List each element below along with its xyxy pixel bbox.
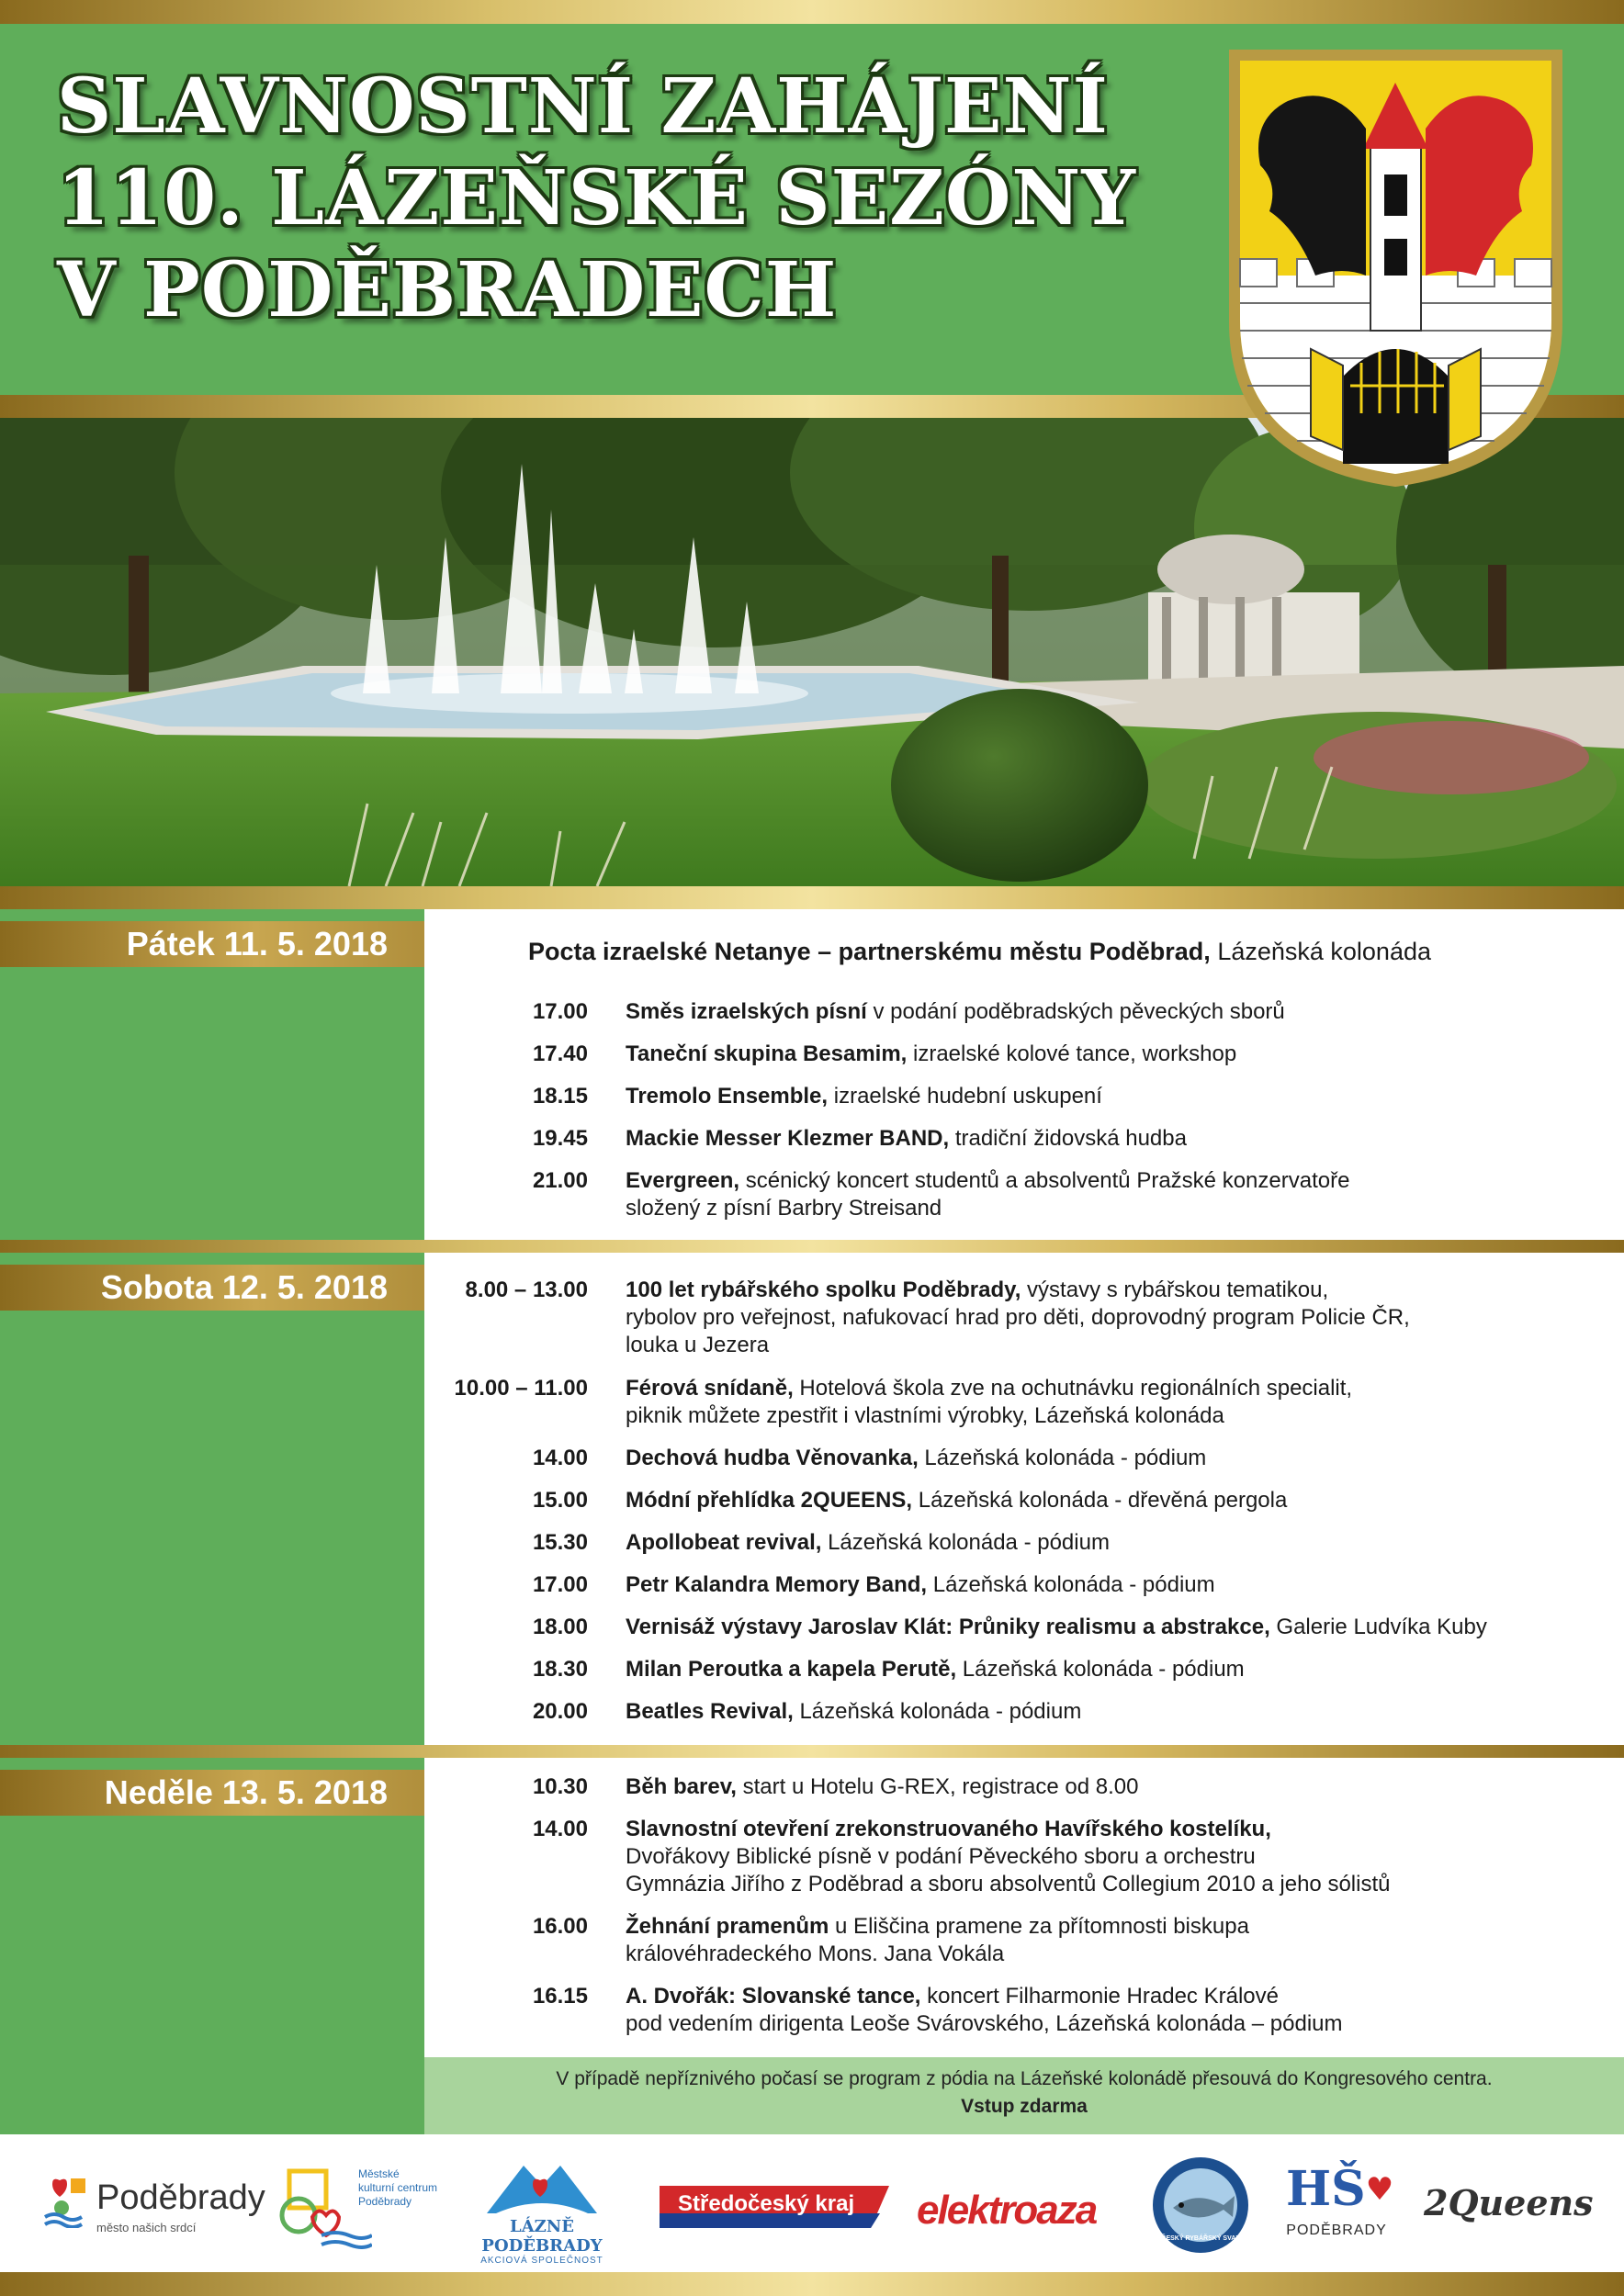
event-time: 10.00 – 11.00 [454,1376,588,1401]
event-title: Taneční skupina Besamim, [626,1041,908,1066]
event-detail: Lázeňská kolonáda - pódium [956,1657,1245,1682]
event-time: 17.00 [532,1572,588,1597]
day2-label-bar [0,1265,424,1311]
event-description [626,1529,1618,1557]
event-description [626,1167,1618,1222]
event-time: 18.15 [532,1084,588,1109]
event-description [626,1083,1618,1110]
mkc-line: Městské [358,2167,400,2180]
mkc-text [358,2167,437,2209]
event-description [626,998,1618,1026]
event-description [626,1698,1618,1726]
event-time: 16.00 [532,1914,588,1939]
event-detail-line: rybolov pro veřejnost, nafukovací hrad pro děti, doprovodný program Policie ČR, [626,1305,1410,1330]
event-detail-line: složený z písní Barbry Streisand [626,1196,942,1221]
rybari-name: ČESKÝ RYBÁŘSKÝ SVAZ [1161,2235,1240,2242]
event-time: 14.00 [532,1446,588,1470]
note-green-left [0,2057,424,2134]
day1-label: Pátek 11. 5. 2018 [126,925,388,962]
podebrady-logo [41,2173,265,2237]
event-detail: Lázeňská kolonáda - pódium [927,1572,1215,1597]
podebrady-name: Poděbrady [96,2178,265,2217]
top-gold-stripe [0,0,1624,24]
event-title: Slavnostní otevření zrekonstruovaného Havířského kostelíku, [626,1817,1271,1841]
event-detail: koncert Filharmonie Hradec Králové [920,1984,1279,2009]
event-description [626,1816,1618,1898]
day2-green-column [0,1253,424,1745]
event-time: 18.30 [532,1657,588,1682]
event-time: 15.30 [532,1530,588,1555]
podebrady-mark-icon [41,2173,96,2228]
event-detail: výstavy s rybářskou tematikou, [1021,1277,1329,1302]
coat-of-arms [1224,46,1568,491]
event-title: Petr Kalandra Memory Band, [626,1572,928,1597]
day3-label-bar [0,1770,424,1816]
mkc-line: kulturní centrum [358,2181,438,2194]
bottom-gold-stripe [0,2272,1624,2296]
lazne-logo [450,2158,634,2266]
hs-logo [1286,2161,1394,2263]
event-detail: start u Hotelu G-REX, registrace od 8.00 [736,1774,1139,1799]
event-description [626,1375,1618,1430]
day1-intro [528,938,1431,966]
event-title: Směs izraelských písní [626,999,867,1024]
day1-intro-place: Lázeňská kolonáda [1210,938,1431,965]
event-detail: scénický koncert studentů a absolventů Pražské konzervatoře [739,1168,1350,1193]
mkc-mark-icon [271,2162,372,2249]
day-divider [0,1240,1624,1253]
weather-note [424,2057,1624,2134]
event-time: 15.00 [532,1488,588,1513]
event-description [626,1277,1618,1359]
event-title: Beatles Revival, [626,1699,794,1724]
elektroaza-logo: elektroaza [917,2188,1097,2233]
event-title: Evergreen, [626,1168,740,1193]
event-description [626,1656,1618,1683]
event-time: 8.00 – 13.00 [465,1277,588,1302]
event-title: Módní přehlídka 2QUEENS, [626,1488,913,1513]
event-time: 17.00 [532,999,588,1024]
mkc-line: Poděbrady [358,2195,412,2208]
event-detail: tradiční židovská hudba [949,1126,1187,1151]
event-detail: v podání poděbradských pěveckých sborů [866,999,1285,1024]
event-description [626,1571,1618,1599]
event-time: 19.45 [532,1126,588,1151]
lazne-sub: AKCIOVÁ SPOLEČNOST [480,2256,603,2266]
event-description [626,1125,1618,1153]
title-line-3: V PODĚBRADECH [57,246,838,334]
schedule-top-stripe [0,886,1624,909]
heart-icon: ♥ [1365,2171,1394,2208]
title-line-1: SLAVNOSTNÍ ZAHÁJENÍ [57,62,1109,151]
event-title: Milan Peroutka a kapela Perutě, [626,1657,957,1682]
event-detail: Hotelová škola zve na ochutnávku regionálních specialit, [793,1376,1353,1401]
kraj-logo [660,2186,889,2228]
lazne-mark-icon [487,2158,597,2213]
event-title: Dechová hudba Věnovanka, [626,1446,919,1470]
hs-sub: PODĚBRADY [1286,2223,1387,2238]
event-title: 100 let rybářského spolku Poděbrady, [626,1277,1021,1302]
weather-note-text: V případě nepříznivého počasí se program z pódia na Lázeňské kolonádě přesouvá do Kongresového centra. [556,2068,1493,2089]
sponsor-logos [0,2134,1624,2272]
event-title: Férová snídaně, [626,1376,794,1401]
mkc-logo [271,2162,445,2254]
event-time: 20.00 [532,1699,588,1724]
kraj-name: Středočeský kraj [678,2191,855,2216]
event-detail: Lázeňská kolonáda - pódium [918,1446,1207,1470]
event-description [626,1487,1618,1514]
event-detail: izraelské hudební uskupení [828,1084,1102,1109]
event-detail-line: louka u Jezera [626,1333,770,1357]
event-detail-line: Gymnázia Jiřího z Poděbrad a sboru absolventů Collegium 2010 a jeho sólistů [626,1872,1391,1896]
event-description [626,1983,1618,2038]
event-time: 21.00 [532,1168,588,1193]
event-time: 10.30 [532,1774,588,1799]
hs-name: HŠ♥ [1286,2161,1394,2217]
event-time: 14.00 [532,1817,588,1841]
day3-label: Neděle 13. 5. 2018 [104,1773,388,1811]
event-detail: u Eliščina pramene za přítomnosti biskupa [829,1914,1249,1939]
title-line-2: 110. LÁZEŇSKÉ SEZÓNY [57,154,1136,242]
event-detail-line: Dvořákovy Biblické písně v podání Pěveckého sboru a orchestru [626,1844,1256,1869]
event-detail-line: královéhradeckého Mons. Jana Vokála [626,1941,1005,1966]
event-detail: Lázeňská kolonáda - dřevěná pergola [912,1488,1288,1513]
event-time: 17.40 [532,1041,588,1066]
event-title: Tremolo Ensemble, [626,1084,829,1109]
day1-label-bar [0,921,424,967]
day-divider [0,1745,1624,1758]
queens-logo: 2Queens [1424,2182,1594,2223]
rybari-logo [1150,2155,1251,2256]
event-time: 18.00 [532,1615,588,1639]
event-time: 16.15 [532,1984,588,2009]
event-detail: izraelské kolové tance, workshop [907,1041,1237,1066]
event-title: Apollobeat revival, [626,1530,822,1555]
event-description [626,1614,1618,1641]
free-entry-text: Vstup zdarma [961,2096,1088,2117]
event-title: Běh barev, [626,1774,737,1799]
day1-intro-title: Pocta izraelské Netanye – partnerskému městu Poděbrad, [528,938,1211,965]
event-detail-line: pod vedením dirigenta Leoše Svárovského, Lázeňská kolonáda – pódium [626,2011,1343,2036]
event-description [626,1773,1618,1801]
event-title: A. Dvořák: Slovanské tance, [626,1984,921,2009]
event-description [626,1913,1618,1968]
event-description [626,1041,1618,1068]
day2-label: Sobota 12. 5. 2018 [100,1268,388,1306]
event-title: Žehnání pramenům [626,1914,829,1939]
event-detail: Lázeňská kolonáda - pódium [821,1530,1110,1555]
event-detail-line: piknik můžete zpestřit i vlastními výrobky, Lázeňská kolonáda [626,1403,1224,1428]
event-detail: Galerie Ludvíka Kuby [1269,1615,1487,1639]
lazne-name: LÁZNĚ PODĚBRADY [481,2217,603,2256]
event-detail: Lázeňská kolonáda - pódium [793,1699,1082,1724]
podebrady-tagline: město našich srdcí [96,2221,197,2234]
event-title: Mackie Messer Klezmer BAND, [626,1126,950,1151]
event-description [626,1445,1618,1472]
event-title: Vernisáž výstavy Jaroslav Klát: Průniky realismu a abstrakce, [626,1615,1270,1639]
